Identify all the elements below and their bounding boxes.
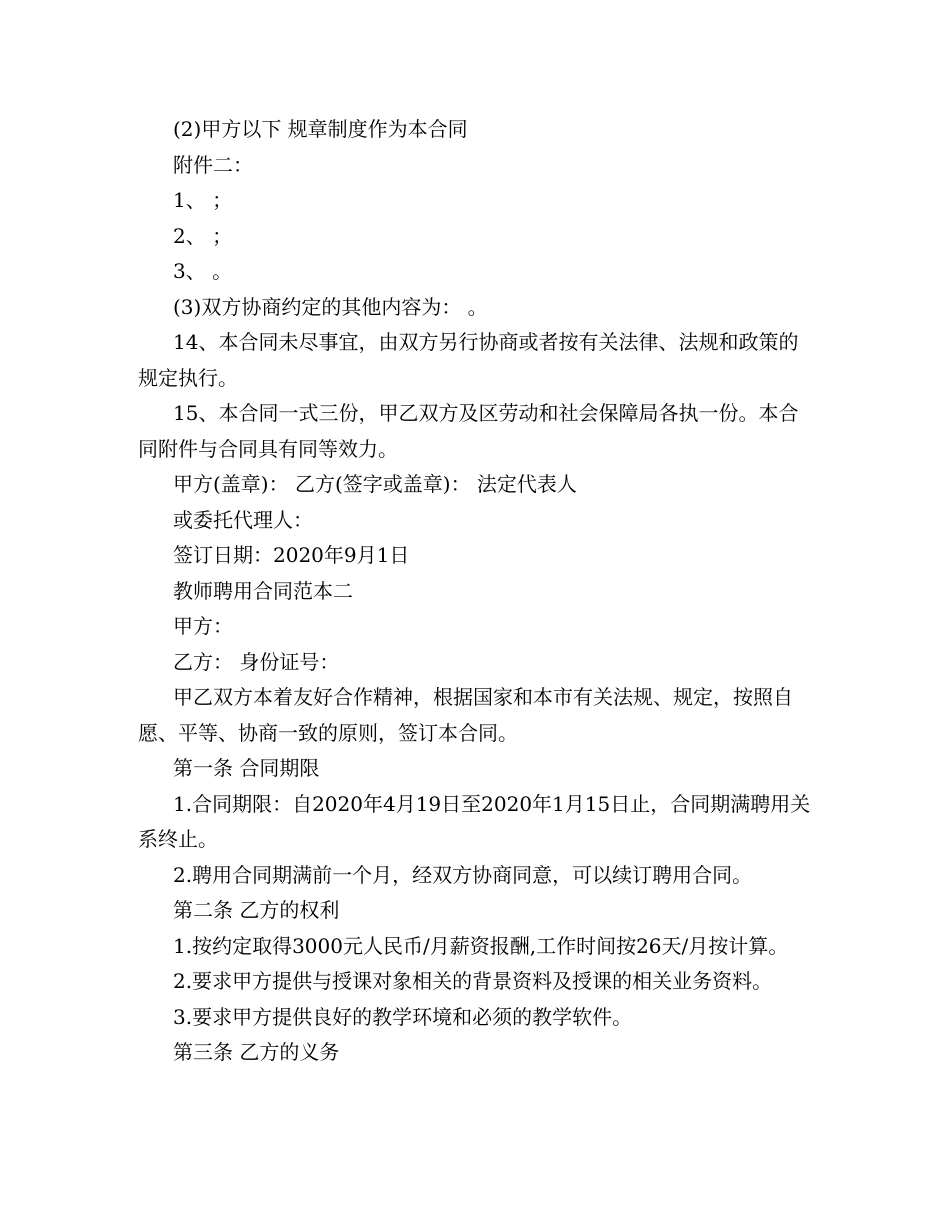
paragraph: 3、 。 <box>173 259 233 283</box>
paragraph: 14、本合同未尽事宜，由双方另行协商或者按有关法律、法规和政策的规定执行。 <box>138 330 799 390</box>
article-heading: 第一条 合同期限 <box>173 756 320 780</box>
paragraph: 15、本合同一式三份，甲乙双方及区劳动和社会保障局各执一份。本合同附件与合同具有同等效力。 <box>138 401 799 461</box>
paragraph: 1.合同期限：自2020年4月19日至2020年1月15日止，合同期满聘用关系终止。 <box>138 791 811 851</box>
paragraph: (3)双方协商约定的其他内容为： 。 <box>173 294 488 319</box>
section-title: 教师聘用合同范本二 <box>173 578 353 603</box>
paragraph: 或委托代理人： <box>173 507 313 532</box>
paragraph: 2.聘用合同期满前一个月，经双方协商同意，可以续订聘用合同。 <box>173 862 753 887</box>
paragraph: 1.按约定取得3000元人民币/月薪资报酬,工作时间按26天/月按计算。 <box>173 933 789 958</box>
paragraph: 甲乙双方本着友好合作精神，根据国家和本市有关法规、规定，按照自愿、平等、协商一致的原则，签订本合同。 <box>138 685 793 745</box>
paragraph: 甲方： <box>173 614 233 638</box>
article-heading: 第二条 乙方的权利 <box>173 898 340 922</box>
paragraph: 2、 ； <box>173 223 233 248</box>
paragraph: 3.要求甲方提供良好的教学环境和必须的教学软件。 <box>173 1004 633 1029</box>
signing-date: 签订日期：2020年9月1日 <box>173 543 410 567</box>
paragraph: 乙方： 身份证号： <box>173 649 340 674</box>
document-body <box>138 112 818 1071</box>
paragraph: 2.要求甲方提供与授课对象相关的背景资料及授课的相关业务资料。 <box>173 969 773 993</box>
paragraph: (2)甲方以下 规章制度作为本合同 <box>173 117 468 141</box>
paragraph: 1、 ； <box>173 188 233 212</box>
paragraph: 附件二： <box>173 152 253 177</box>
article-heading: 第三条 乙方的义务 <box>173 1040 340 1064</box>
signature-line: 甲方(盖章)： 乙方(签字或盖章)： 法定代表人 <box>173 472 577 496</box>
